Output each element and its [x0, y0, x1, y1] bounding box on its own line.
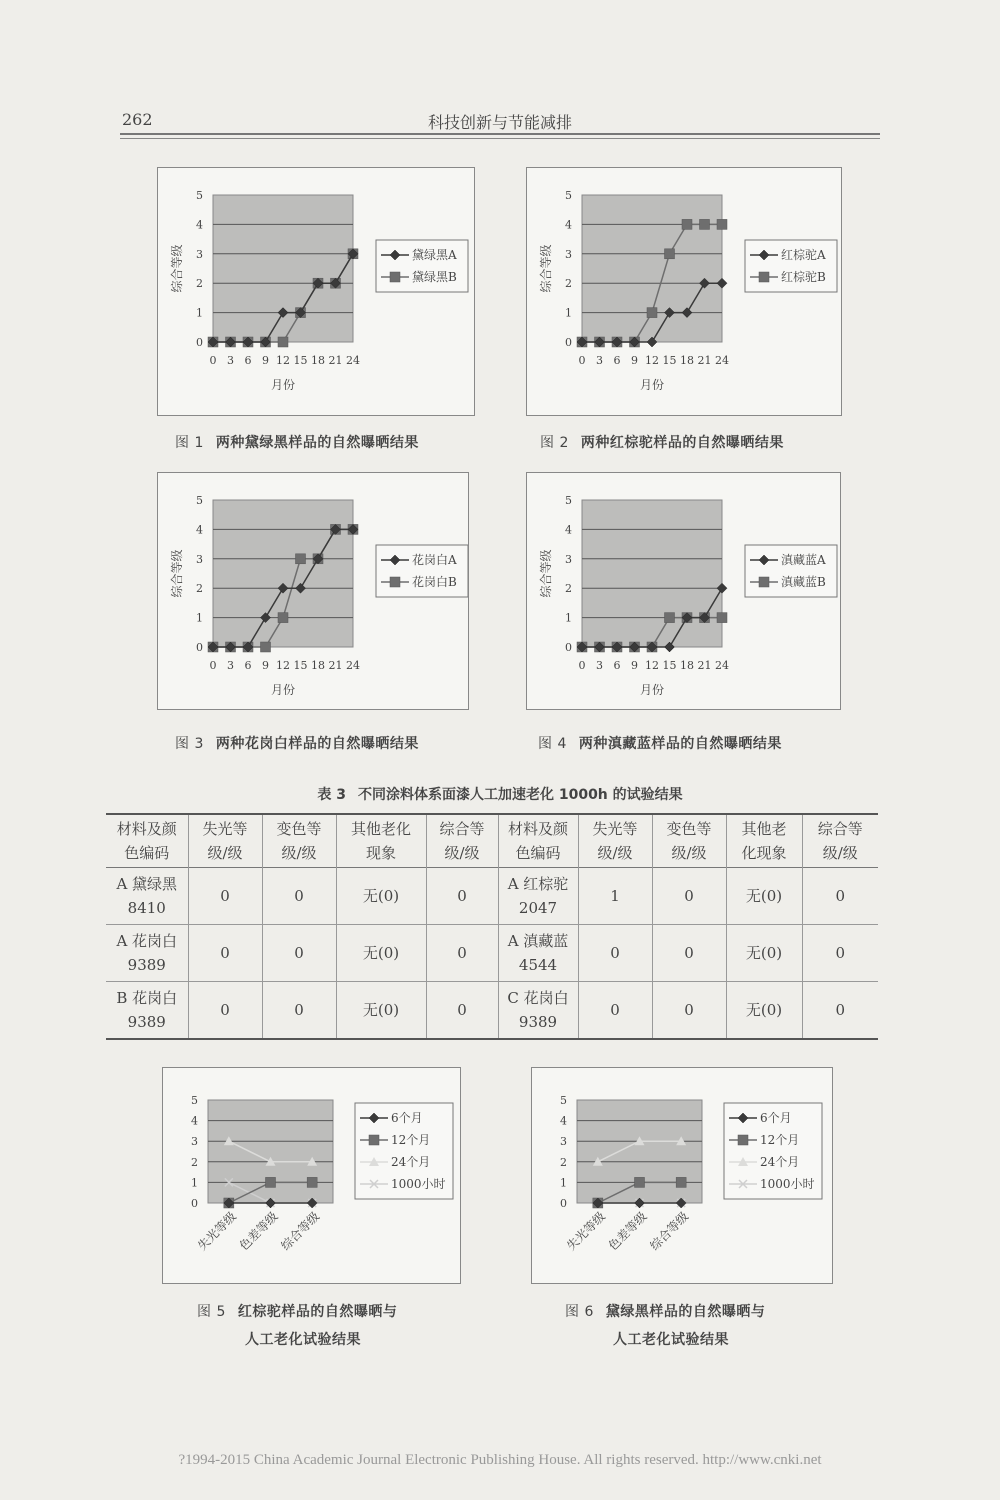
svg-text:9: 9 [262, 659, 269, 672]
svg-text:18: 18 [311, 659, 325, 672]
svg-text:色差等级: 色差等级 [605, 1209, 650, 1254]
header-material: 材料及颜 色编码 [116, 820, 177, 862]
page-header [120, 108, 880, 134]
svg-text:9: 9 [631, 659, 638, 672]
figure-1-caption: 图 1 两种黛绿黑样品的自然曝晒结果 [175, 435, 419, 451]
svg-text:滇藏蓝B: 滇藏蓝B [781, 575, 826, 589]
svg-text:12: 12 [276, 659, 290, 672]
svg-text:4: 4 [196, 218, 203, 232]
page-number: 262 [122, 110, 153, 129]
svg-text:综合等级: 综合等级 [170, 244, 184, 293]
svg-text:6个月: 6个月 [760, 1111, 792, 1125]
figure-3-caption: 图 3 两种花岗白样品的自然曝晒结果 [175, 736, 419, 752]
svg-text:0: 0 [560, 1197, 567, 1210]
cell-material: A 花岗白 9389 [116, 932, 178, 974]
svg-text:红棕驼B: 红棕驼B [781, 270, 826, 284]
svg-text:5: 5 [565, 494, 572, 507]
svg-text:2: 2 [191, 1155, 198, 1169]
svg-text:1000小时: 1000小时 [760, 1177, 815, 1191]
svg-text:15: 15 [662, 659, 677, 672]
svg-text:色差等级: 色差等级 [236, 1209, 281, 1254]
cell-value: 0 [426, 868, 498, 925]
svg-text:综合等级: 综合等级 [278, 1209, 323, 1254]
table-row [106, 925, 878, 982]
svg-text:失光等级: 失光等级 [195, 1209, 239, 1254]
svg-text:6: 6 [613, 659, 621, 672]
svg-text:15: 15 [293, 354, 308, 367]
svg-text:综合等级: 综合等级 [647, 1209, 692, 1254]
cell-value: 0 [188, 925, 262, 982]
svg-text:0: 0 [565, 641, 572, 654]
svg-text:18: 18 [311, 354, 325, 367]
cell-value: 0 [802, 868, 878, 925]
svg-text:21: 21 [328, 659, 343, 672]
header-color-change: 变色等 级/级 [652, 814, 726, 868]
svg-text:24: 24 [715, 659, 729, 672]
svg-text:4: 4 [560, 1114, 567, 1128]
svg-text:3: 3 [565, 247, 572, 261]
svg-text:2: 2 [565, 582, 572, 596]
copyright-footer: ?1994-2015 China Academic Journal Electronic Publishing House. All rights reserved. http://www.cnki.net [178, 1452, 822, 1468]
svg-text:24个月: 24个月 [391, 1155, 431, 1169]
svg-text:1: 1 [191, 1176, 198, 1190]
svg-text:月份: 月份 [270, 683, 296, 697]
cell-value: 无(0) [726, 925, 802, 982]
svg-text:4: 4 [565, 218, 572, 232]
cell-value: 0 [262, 925, 336, 982]
svg-text:12: 12 [645, 659, 659, 672]
cell-value: 无(0) [336, 868, 426, 925]
svg-text:9: 9 [262, 354, 269, 367]
svg-text:3: 3 [196, 552, 203, 566]
svg-text:1: 1 [196, 306, 203, 320]
svg-text:18: 18 [680, 354, 694, 367]
svg-text:4: 4 [196, 523, 203, 537]
svg-text:6个月: 6个月 [391, 1111, 423, 1125]
svg-text:1000小时: 1000小时 [391, 1177, 446, 1191]
svg-text:花岗白A: 花岗白A [412, 553, 457, 567]
svg-text:1: 1 [565, 611, 572, 625]
svg-text:0: 0 [191, 1197, 198, 1210]
svg-text:1: 1 [196, 611, 203, 625]
svg-text:1: 1 [565, 306, 572, 320]
header-gloss-loss: 失光等 级/级 [188, 814, 262, 868]
header-material: 材料及颜 色编码 [498, 814, 578, 868]
table-header-row [106, 814, 878, 868]
svg-text:6: 6 [244, 659, 252, 672]
svg-text:失光等级: 失光等级 [564, 1209, 608, 1254]
cell-value: 0 [802, 982, 878, 1039]
cell-value: 无(0) [336, 925, 426, 982]
svg-text:24: 24 [346, 354, 360, 367]
cell-value: 无(0) [336, 982, 426, 1039]
svg-text:0: 0 [209, 659, 217, 672]
svg-text:3: 3 [596, 354, 603, 367]
table-row [106, 868, 878, 925]
svg-text:0: 0 [196, 641, 203, 654]
svg-text:5: 5 [196, 494, 203, 507]
cell-value: 0 [188, 982, 262, 1039]
cell-value: 1 [578, 868, 652, 925]
results-table [106, 813, 878, 1040]
cell-material: A 红棕驼 2047 [498, 868, 578, 925]
table-title: 表 3 不同涂料体系面漆人工加速老化 1000h 的试验结果 [317, 787, 683, 803]
figure-6-caption: 图 6 黛绿黑样品的自然曝晒与 人工老化试验结果 [565, 1304, 766, 1348]
header-overall: 综合等 级/级 [802, 814, 878, 868]
figure-3-chart [157, 472, 469, 710]
svg-text:3: 3 [196, 247, 203, 261]
svg-text:滇藏蓝A: 滇藏蓝A [781, 553, 826, 567]
svg-text:6: 6 [613, 354, 621, 367]
svg-text:3: 3 [560, 1135, 567, 1149]
svg-text:4: 4 [565, 523, 572, 537]
cell-value: 无(0) [726, 868, 802, 925]
svg-text:3: 3 [596, 659, 603, 672]
svg-text:花岗白B: 花岗白B [412, 575, 457, 589]
svg-text:15: 15 [293, 659, 308, 672]
cell-value: 0 [578, 925, 652, 982]
svg-text:0: 0 [196, 336, 203, 349]
svg-text:2: 2 [196, 277, 203, 291]
figure-6-chart [531, 1067, 833, 1284]
figure-5-chart [162, 1067, 461, 1284]
cell-value: 0 [652, 868, 726, 925]
svg-text:12个月: 12个月 [760, 1133, 800, 1147]
svg-text:1: 1 [560, 1176, 567, 1190]
header-color-change: 变色等 级/级 [262, 814, 336, 868]
table-row [106, 982, 878, 1039]
cell-value: 0 [426, 982, 498, 1039]
svg-text:5: 5 [191, 1094, 198, 1107]
svg-text:0: 0 [565, 336, 572, 349]
svg-text:24个月: 24个月 [760, 1155, 800, 1169]
cell-material: B 花岗白 9389 [116, 988, 178, 1031]
svg-text:24: 24 [346, 659, 360, 672]
svg-text:2: 2 [565, 277, 572, 291]
svg-text:15: 15 [662, 354, 677, 367]
svg-text:12个月: 12个月 [391, 1133, 431, 1147]
cell-value: 无(0) [726, 982, 802, 1039]
svg-text:3: 3 [191, 1135, 198, 1149]
cell-value: 0 [802, 925, 878, 982]
svg-text:黛绿黑A: 黛绿黑A [412, 248, 457, 262]
svg-text:月份: 月份 [639, 683, 665, 697]
figure-2-chart [526, 167, 842, 416]
svg-text:综合等级: 综合等级 [539, 549, 553, 598]
svg-text:综合等级: 综合等级 [539, 244, 553, 293]
figure-4-chart [526, 472, 841, 710]
svg-text:综合等级: 综合等级 [170, 549, 184, 598]
cell-material: C 花岗白 9389 [498, 982, 578, 1039]
svg-text:6: 6 [244, 354, 252, 367]
cell-value: 0 [652, 925, 726, 982]
svg-text:18: 18 [680, 659, 694, 672]
header-other-aging: 其他老 化现象 [726, 814, 802, 868]
cell-value: 0 [652, 982, 726, 1039]
figure-5-caption: 图 5 红棕驼样品的自然曝晒与 人工老化试验结果 [197, 1304, 398, 1348]
svg-text:黛绿黑B: 黛绿黑B [412, 270, 457, 284]
svg-text:3: 3 [227, 354, 234, 367]
cell-value: 0 [188, 868, 262, 925]
svg-text:0: 0 [209, 354, 217, 367]
cell-material: A 黛绿黑 8410 [116, 875, 178, 917]
svg-text:4: 4 [191, 1114, 198, 1128]
figure-1-chart [157, 167, 475, 416]
svg-text:12: 12 [276, 354, 290, 367]
svg-text:9: 9 [631, 354, 638, 367]
svg-text:0: 0 [578, 659, 586, 672]
svg-text:21: 21 [328, 354, 343, 367]
svg-text:红棕驼A: 红棕驼A [781, 248, 826, 262]
header-other-aging: 其他老化 现象 [336, 814, 426, 868]
svg-text:2: 2 [560, 1155, 567, 1169]
svg-text:0: 0 [578, 354, 586, 367]
svg-text:21: 21 [697, 659, 712, 672]
svg-text:月份: 月份 [639, 378, 665, 392]
svg-text:5: 5 [565, 189, 572, 202]
cell-value: 0 [426, 925, 498, 982]
cell-material: A 滇藏蓝 4544 [498, 925, 578, 982]
svg-text:24: 24 [715, 354, 729, 367]
header-overall: 综合等 级/级 [426, 814, 498, 868]
header-rule [120, 133, 880, 135]
figure-4-caption: 图 4 两种滇藏蓝样品的自然曝晒结果 [538, 736, 782, 752]
svg-text:5: 5 [196, 189, 203, 202]
svg-text:月份: 月份 [270, 378, 296, 392]
cell-value: 0 [578, 982, 652, 1039]
figure-2-caption: 图 2 两种红棕驼样品的自然曝晒结果 [540, 435, 784, 451]
header-rule-thin [120, 138, 880, 139]
header-gloss-loss: 失光等 级/级 [578, 814, 652, 868]
running-title: 科技创新与节能减排 [427, 113, 572, 132]
svg-text:21: 21 [697, 354, 712, 367]
svg-text:2: 2 [196, 582, 203, 596]
cell-value: 0 [262, 868, 336, 925]
cell-value: 0 [262, 982, 336, 1039]
svg-text:3: 3 [227, 659, 234, 672]
svg-text:12: 12 [645, 354, 659, 367]
svg-text:3: 3 [565, 552, 572, 566]
svg-text:5: 5 [560, 1094, 567, 1107]
